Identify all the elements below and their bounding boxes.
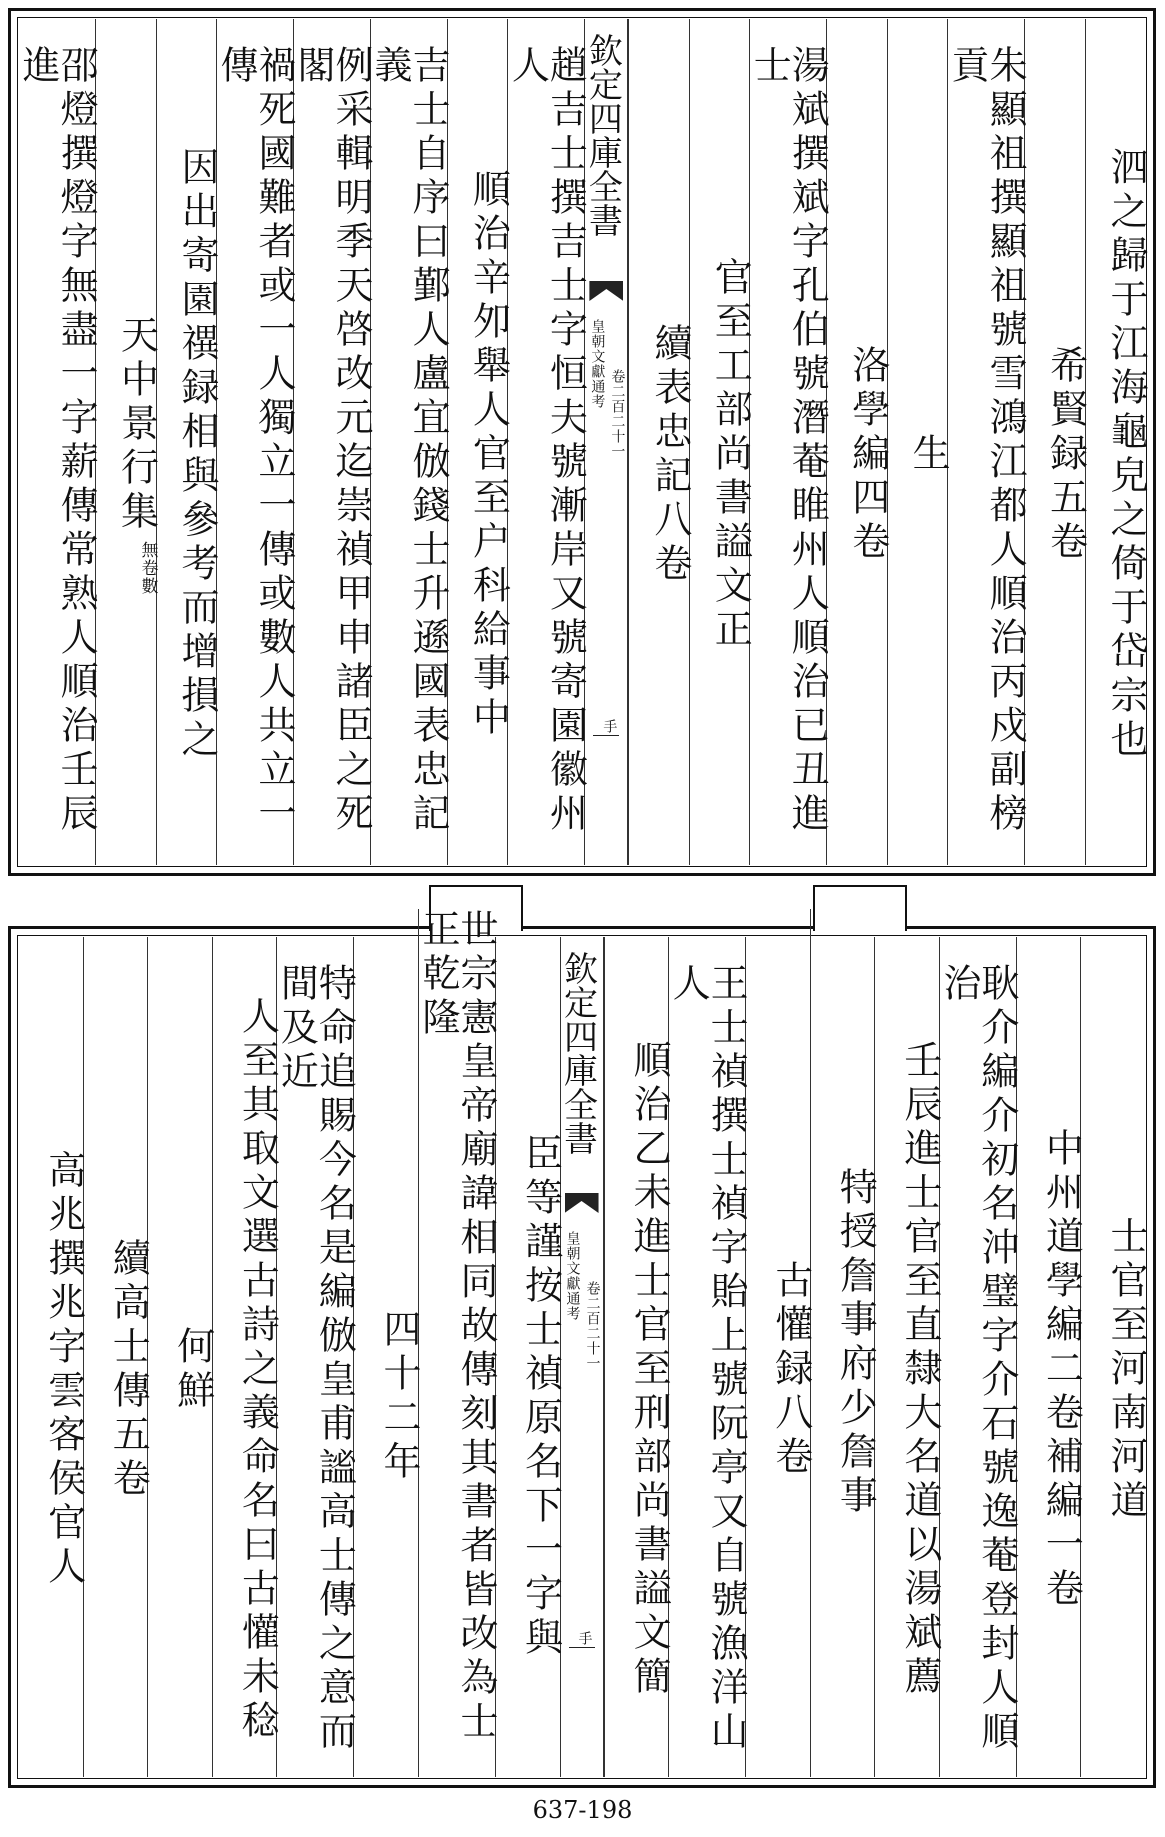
text-column: 何鮮 (147, 937, 212, 1777)
text-column: 趙吉士撰吉士字恒夫號漸岸又號寄園徽州人 (507, 19, 584, 865)
text-column: 高兆撰兆字雲客侯官人 (41, 1150, 86, 1590)
text-column: 順治辛夘舉人官至户科給事中 (447, 19, 507, 865)
text-column: 特命追賜今名是編倣皇甫謐高士傳之意而間及近 (276, 937, 353, 1777)
note-right: 無卷 (137, 541, 158, 577)
spine-title: 欽定四庫全書 (582, 33, 623, 237)
elevated-text-column: 特授詹事府少詹事 (810, 909, 875, 1777)
spine-volume: 卷二百二十一 (584, 1281, 601, 1371)
text-column: 例采輯明季天啓改元迄崇禎甲申諸臣之死閣 (293, 19, 370, 865)
text-column: 邵燈撰燈字無盡一字薪傳常熟人順治壬辰進 (16, 45, 99, 837)
page-number: 637-198 (532, 1796, 633, 1824)
center-spine (584, 19, 628, 865)
spine-leaf-number: 手 (593, 719, 619, 736)
upper-half-page (8, 8, 1156, 876)
fish-tail-ornament (589, 281, 623, 301)
lower-columns (19, 909, 1148, 1777)
note-left: 數 (137, 577, 158, 595)
text-column: 士官至河南河道 (1080, 937, 1145, 1777)
spine-volume: 卷二百二十一 (609, 369, 626, 459)
text-column: 朱顯祖撰顯祖號雪鴻江都人順治丙戍副榜貢 (947, 19, 1024, 865)
text-column: 四十二年 (353, 937, 418, 1777)
text-column: 順治乙未進士官至刑部尚書謚文簡 (604, 937, 669, 1777)
text-column: 希賢録五卷 (1024, 19, 1084, 865)
text-column: 續高士傳五卷 (83, 937, 148, 1777)
fish-tail-ornament (565, 1193, 599, 1213)
text-column: 湯斌撰斌字孔伯號潛菴睢州人順治已丑進士 (749, 19, 826, 865)
text-column: 官至工部尚書謚文正 (689, 19, 749, 865)
text-column: 耿介編介初名沖璧字介石號逸菴登封人順治 (939, 937, 1016, 1777)
spine-subtitle: 皇朝文獻通考 (589, 319, 606, 409)
upper-columns (16, 19, 1148, 865)
spine-leaf-number: 手 (569, 1631, 595, 1648)
center-spine (557, 937, 604, 1777)
text-column: 吉士自序曰鄞人盧宜倣錢士升遜國表忠記義 (370, 19, 447, 865)
text-column: 洛學編四卷 (826, 19, 886, 865)
text-column: 中州道學編二卷補編一卷 (1016, 937, 1081, 1777)
text-column: 壬辰進士官至直隸大名道以湯斌薦 (874, 937, 939, 1777)
text-column-with-note (95, 19, 159, 865)
text-column: 古懽録八卷 (745, 937, 810, 1777)
lower-half-page (8, 909, 1156, 1788)
book-title: 天中景行集 (114, 315, 159, 535)
spine-subtitle: 皇朝文獻通考 (564, 1231, 581, 1321)
text-column: 泗之歸于江海龜皃之倚于岱宗也 (1085, 19, 1145, 865)
text-column: 續表忠記八卷 (628, 19, 688, 865)
text-column: 臣等謹按士禎原名下一字與 (495, 937, 560, 1777)
text-column: 王士禎撰士禎字貽上號阮亭又自號漁洋山人 (668, 937, 745, 1777)
elevated-text-column: 世宗憲皇帝廟諱相同故傳刻其書者皆改為士正乾隆 (418, 909, 495, 1777)
text-column: 生 (887, 19, 947, 865)
spine-title: 欽定四庫全書 (557, 951, 598, 1155)
text-column: 禍死國難者或一人獨立一傳或數人共立一傳 (216, 19, 293, 865)
text-column: 因出寄園禩録相與參考而增損之 (156, 19, 216, 865)
text-column: 人至其取文選古詩之義命名曰古懽未稔 (212, 937, 277, 1777)
interlinear-note (96, 541, 158, 595)
